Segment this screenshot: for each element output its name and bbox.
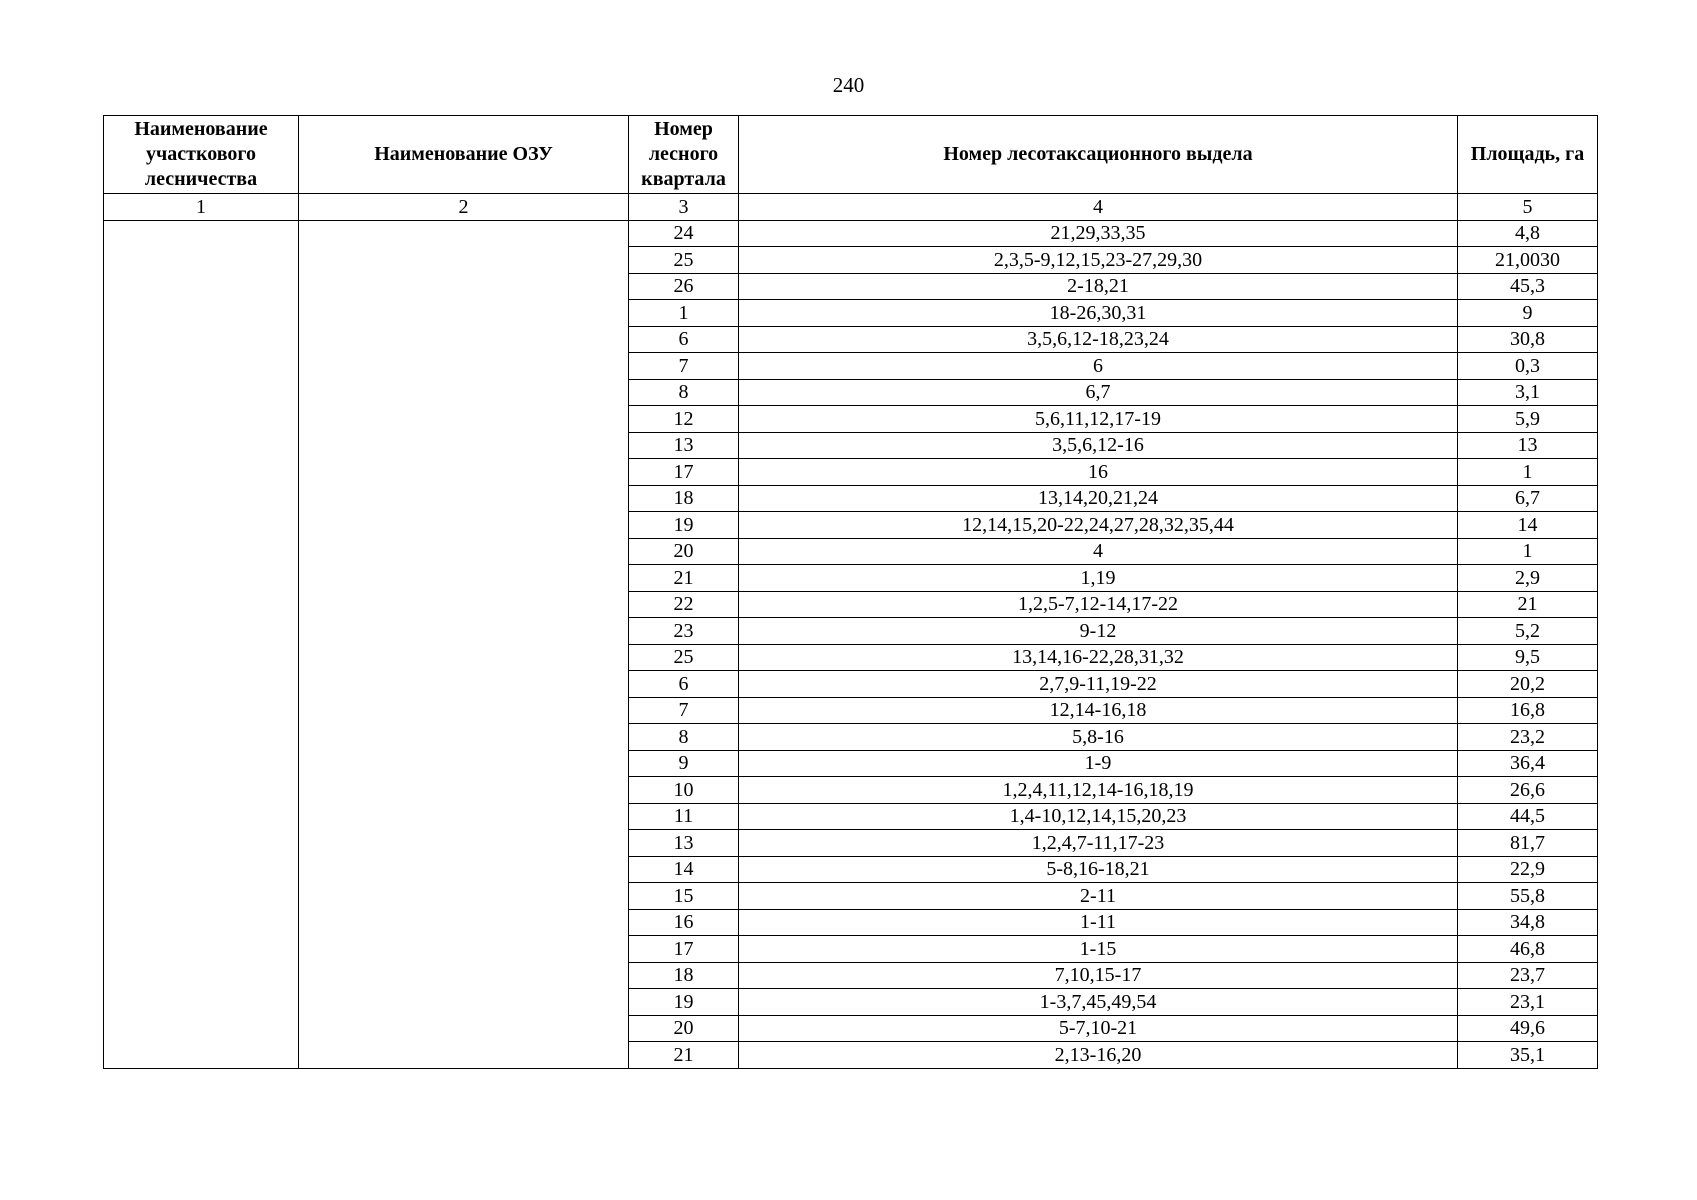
quarter-number-cell: 13 xyxy=(629,432,739,459)
plot-numbers-cell: 1,2,4,11,12,14-16,18,19 xyxy=(739,777,1458,804)
quarter-number-cell: 18 xyxy=(629,962,739,989)
quarter-number-cell: 23 xyxy=(629,618,739,645)
quarter-number-cell: 26 xyxy=(629,273,739,300)
area-cell: 45,3 xyxy=(1458,273,1598,300)
area-cell: 81,7 xyxy=(1458,830,1598,857)
quarter-number-cell: 7 xyxy=(629,697,739,724)
quarter-number-cell: 16 xyxy=(629,909,739,936)
area-cell: 2,9 xyxy=(1458,565,1598,592)
plot-numbers-cell: 2-18,21 xyxy=(739,273,1458,300)
column-number: 4 xyxy=(739,194,1458,221)
area-cell: 9,5 xyxy=(1458,644,1598,671)
area-cell: 23,1 xyxy=(1458,989,1598,1016)
plot-numbers-cell: 1,19 xyxy=(739,565,1458,592)
plot-numbers-cell: 5-7,10-21 xyxy=(739,1015,1458,1042)
quarter-number-cell: 17 xyxy=(629,936,739,963)
area-cell: 1 xyxy=(1458,459,1598,486)
quarter-number-cell: 25 xyxy=(629,247,739,274)
quarter-number-cell: 24 xyxy=(629,220,739,247)
area-cell: 55,8 xyxy=(1458,883,1598,910)
header-area: Площадь, га xyxy=(1458,116,1598,194)
area-cell: 23,2 xyxy=(1458,724,1598,751)
plot-numbers-cell: 1-3,7,45,49,54 xyxy=(739,989,1458,1016)
plot-numbers-cell: 6 xyxy=(739,353,1458,380)
plot-numbers-cell: 3,5,6,12-16 xyxy=(739,432,1458,459)
plot-numbers-cell: 12,14,15,20-22,24,27,28,32,35,44 xyxy=(739,512,1458,539)
plot-numbers-cell: 13,14,16-22,28,31,32 xyxy=(739,644,1458,671)
plot-numbers-cell: 2,7,9-11,19-22 xyxy=(739,671,1458,698)
area-cell: 14 xyxy=(1458,512,1598,539)
plot-numbers-cell: 1,2,5-7,12-14,17-22 xyxy=(739,591,1458,618)
plot-numbers-cell: 12,14-16,18 xyxy=(739,697,1458,724)
quarter-number-cell: 21 xyxy=(629,1042,739,1069)
page-number: 240 xyxy=(832,73,865,97)
quarter-number-cell: 8 xyxy=(629,724,739,751)
area-cell: 6,7 xyxy=(1458,485,1598,512)
plot-numbers-cell: 7,10,15-17 xyxy=(739,962,1458,989)
quarter-number-cell: 25 xyxy=(629,644,739,671)
area-cell: 30,8 xyxy=(1458,326,1598,353)
header-quarter-number: Номер лесного квартала xyxy=(629,116,739,194)
quarter-number-cell: 11 xyxy=(629,803,739,830)
area-cell: 46,8 xyxy=(1458,936,1598,963)
forest-plots-table xyxy=(103,115,1598,1069)
quarter-number-cell: 15 xyxy=(629,883,739,910)
area-cell: 35,1 xyxy=(1458,1042,1598,1069)
quarter-number-cell: 1 xyxy=(629,300,739,327)
area-cell: 3,1 xyxy=(1458,379,1598,406)
quarter-number-cell: 21 xyxy=(629,565,739,592)
column-number: 3 xyxy=(629,194,739,221)
area-cell: 26,6 xyxy=(1458,777,1598,804)
table-header xyxy=(104,116,1598,221)
area-cell: 22,9 xyxy=(1458,856,1598,883)
area-cell: 16,8 xyxy=(1458,697,1598,724)
area-cell: 36,4 xyxy=(1458,750,1598,777)
ozu-name-cell xyxy=(299,220,629,1068)
quarter-number-cell: 10 xyxy=(629,777,739,804)
table-body xyxy=(104,220,1598,1068)
quarter-number-cell: 22 xyxy=(629,591,739,618)
area-cell: 4,8 xyxy=(1458,220,1598,247)
area-cell: 0,3 xyxy=(1458,353,1598,380)
plot-numbers-cell: 1-9 xyxy=(739,750,1458,777)
area-cell: 34,8 xyxy=(1458,909,1598,936)
header-row xyxy=(104,116,1598,194)
plot-numbers-cell: 18-26,30,31 xyxy=(739,300,1458,327)
area-cell: 21,0030 xyxy=(1458,247,1598,274)
plot-numbers-cell: 21,29,33,35 xyxy=(739,220,1458,247)
quarter-number-cell: 19 xyxy=(629,512,739,539)
quarter-number-cell: 9 xyxy=(629,750,739,777)
plot-numbers-cell: 4 xyxy=(739,538,1458,565)
plot-numbers-cell: 2,3,5-9,12,15,23-27,29,30 xyxy=(739,247,1458,274)
column-numbering-row xyxy=(104,194,1598,221)
header-ozu-name: Наименование ОЗУ xyxy=(299,116,629,194)
forestry-name-cell xyxy=(104,220,299,1068)
column-number: 1 xyxy=(104,194,299,221)
area-cell: 20,2 xyxy=(1458,671,1598,698)
plot-numbers-cell: 6,7 xyxy=(739,379,1458,406)
quarter-number-cell: 19 xyxy=(629,989,739,1016)
plot-numbers-cell: 5,8-16 xyxy=(739,724,1458,751)
plot-numbers-cell: 1-15 xyxy=(739,936,1458,963)
area-cell: 13 xyxy=(1458,432,1598,459)
quarter-number-cell: 12 xyxy=(629,406,739,433)
plot-numbers-cell: 1,2,4,7-11,17-23 xyxy=(739,830,1458,857)
quarter-number-cell: 20 xyxy=(629,1015,739,1042)
column-number: 5 xyxy=(1458,194,1598,221)
plot-numbers-cell: 5,6,11,12,17-19 xyxy=(739,406,1458,433)
quarter-number-cell: 6 xyxy=(629,671,739,698)
area-cell: 5,9 xyxy=(1458,406,1598,433)
area-cell: 1 xyxy=(1458,538,1598,565)
plot-numbers-cell: 5-8,16-18,21 xyxy=(739,856,1458,883)
plot-numbers-cell: 16 xyxy=(739,459,1458,486)
header-plot-number: Номер лесотаксационного выдела xyxy=(739,116,1458,194)
area-cell: 49,6 xyxy=(1458,1015,1598,1042)
quarter-number-cell: 20 xyxy=(629,538,739,565)
quarter-number-cell: 6 xyxy=(629,326,739,353)
quarter-number-cell: 18 xyxy=(629,485,739,512)
column-number: 2 xyxy=(299,194,629,221)
area-cell: 9 xyxy=(1458,300,1598,327)
quarter-number-cell: 7 xyxy=(629,353,739,380)
quarter-number-cell: 13 xyxy=(629,830,739,857)
plot-numbers-cell: 3,5,6,12-18,23,24 xyxy=(739,326,1458,353)
quarter-number-cell: 14 xyxy=(629,856,739,883)
area-cell: 21 xyxy=(1458,591,1598,618)
plot-numbers-cell: 2-11 xyxy=(739,883,1458,910)
area-cell: 5,2 xyxy=(1458,618,1598,645)
table-row xyxy=(104,220,1598,247)
quarter-number-cell: 17 xyxy=(629,459,739,486)
area-cell: 23,7 xyxy=(1458,962,1598,989)
plot-numbers-cell: 9-12 xyxy=(739,618,1458,645)
plot-numbers-cell: 1-11 xyxy=(739,909,1458,936)
quarter-number-cell: 8 xyxy=(629,379,739,406)
plot-numbers-cell: 13,14,20,21,24 xyxy=(739,485,1458,512)
area-cell: 44,5 xyxy=(1458,803,1598,830)
plot-numbers-cell: 1,4-10,12,14,15,20,23 xyxy=(739,803,1458,830)
header-forestry-name: Наименование участкового лесничества xyxy=(104,116,299,194)
plot-numbers-cell: 2,13-16,20 xyxy=(739,1042,1458,1069)
